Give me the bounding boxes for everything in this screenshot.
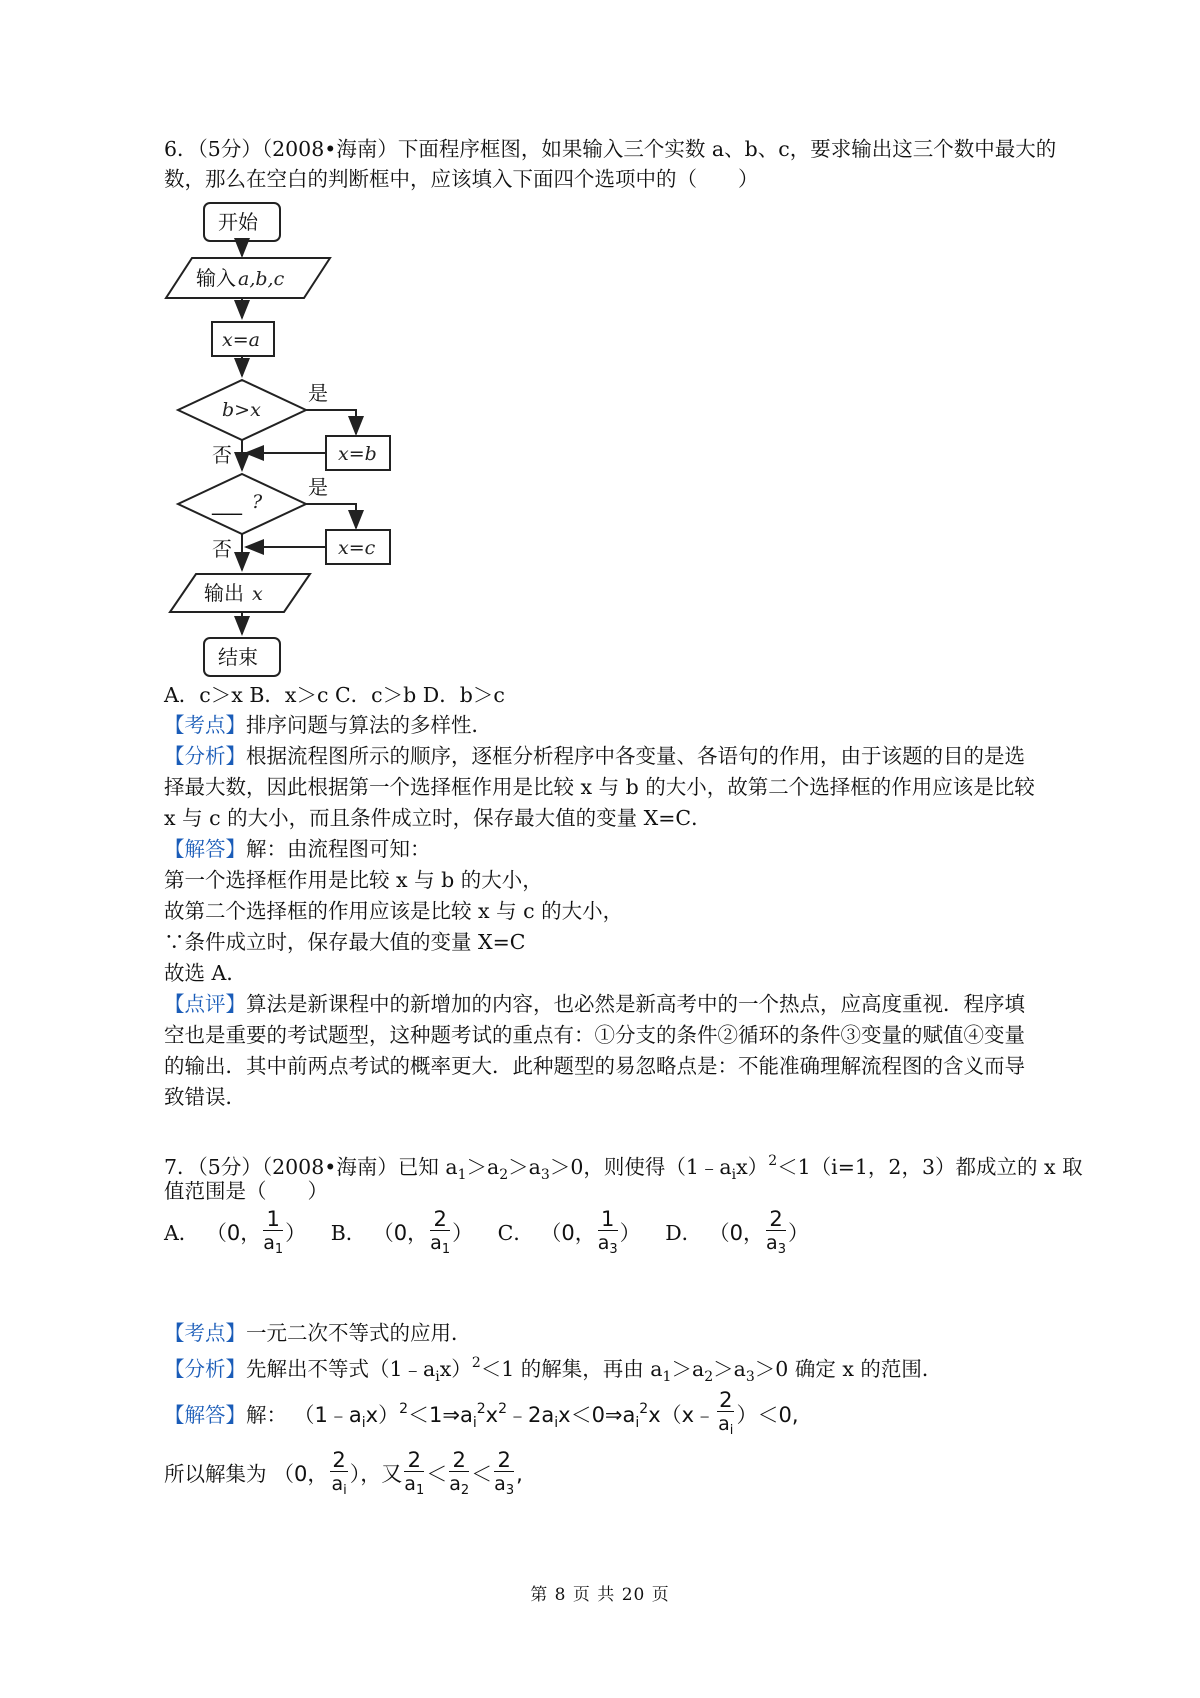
- q6-stem-line2: 数，那么在空白的判断框中，应该填入下面四个选项中的（ ）: [164, 167, 759, 191]
- q6-jieda-2: 故第二个选择框的作用应该是比较 x 与 c 的大小，: [164, 899, 624, 923]
- fenxi-text-1: 根据流程图所示的顺序，逐框分析程序中各变量、各语句的作用，由于该题的目的是选: [246, 744, 1025, 768]
- q6-dianping-4: 致错误．: [164, 1085, 246, 1109]
- q7-option-c: C． （0， $\frac{1}{a_3}$ ）: [498, 1206, 641, 1262]
- flow-output-label: 输出: [204, 581, 244, 605]
- kaodian-text: 排序问题与算法的多样性．: [246, 713, 492, 737]
- flow-input-label: 输入: [196, 266, 236, 290]
- q6-dianping-1: [164, 989, 1025, 1019]
- kaodian-tag: 【考点】: [164, 713, 246, 737]
- jieda-text-0: 解：由流程图可知：: [246, 837, 431, 861]
- q6-options: A．c＞x B．x＞c C．c＞b D．b＞c: [164, 683, 505, 707]
- flow-cond2-q: ?: [252, 491, 263, 513]
- q6-fenxi-2: 择最大数，因此根据第一个选择框作用是比较 x 与 b 的大小，故第二个选择框的作用应该是比较: [164, 775, 1035, 799]
- flow-cond1-label: b>x: [222, 399, 261, 421]
- q6-stem-line1: 6．（5分）（2008•海南）下面程序框图，如果输入三个实数 a、b、c，要求输出这三个数中最大的: [164, 137, 1057, 161]
- q7-options: [164, 1206, 827, 1262]
- q7-kaodian: 【考点】一元二次不等式的应用．: [164, 1321, 472, 1345]
- frac-2-a3: $\frac{2}{a_3}$: [766, 1206, 786, 1257]
- q6-fenxi-3: x 与 c 的大小，而且条件成立时，保存最大值的变量 X=C．: [164, 806, 712, 830]
- flow-yes1-label: 是: [308, 381, 328, 405]
- q7-fenxi: 【分析】先解出不等式$(1﹣a_ix)^2<1$ 的解集，再由 $a_1>a_2>a_3>0$ 确定 x 的范围．: [164, 1355, 943, 1385]
- q6-jieda-0: [164, 834, 431, 864]
- flow-cond2-blank: ___: [212, 491, 242, 515]
- flow-no1-label: 否: [212, 443, 232, 467]
- q6-jieda-3: ∵条件成立时，保存最大值的变量 X=C: [164, 930, 526, 954]
- flow-end-label: 结束: [218, 645, 258, 669]
- q7-option-b: B． （0， $\frac{2}{a_1}$ ）: [331, 1206, 473, 1262]
- q7-stem-line2: 值范围是（ ）: [164, 1179, 328, 1203]
- flow-output-var: x: [252, 583, 263, 605]
- q6-jieda-1: 第一个选择框作用是比较 x 与 b 的大小，: [164, 868, 543, 892]
- jieda-tag: 【解答】: [164, 837, 246, 861]
- flow-input-vars: a,b,c: [238, 268, 285, 290]
- q6-kaodian: [164, 710, 492, 740]
- q7-stem-line1: 7．（5分）（2008•海南）已知 $a_1>a_2>a_3>0$，则使得$(1﹣a_ix)^2<1(i=1$，2，3）都成立的 x 取: [164, 1153, 1083, 1183]
- fenxi-tag: 【分析】: [164, 744, 246, 768]
- q7-option-a: A． （0， $\frac{1}{a_1}$ ）: [164, 1206, 306, 1262]
- dianping-text-1: 算法是新课程中的新增加的内容，也必然是新高考中的一个热点，应高度重视．程序填: [246, 992, 1025, 1016]
- flow-start-label: 开始: [218, 210, 258, 234]
- q7-option-d: D． （0， $\frac{2}{a_3}$ ）: [665, 1206, 809, 1262]
- q6-dianping-3: 的输出．其中前两点考试的概率更大．此种题型的易忽略点是：不能准确理解流程图的含义而导: [164, 1054, 1025, 1078]
- flow-assign3-label: x=c: [338, 537, 376, 559]
- frac-2-a1: $\frac{2}{a_1}$: [430, 1206, 451, 1257]
- dianping-tag: 【点评】: [164, 992, 246, 1016]
- q6-dianping-2: 空也是重要的考试题型，这种题考试的重点有：①分支的条件②循环的条件③变量的赋值④变量: [164, 1023, 1025, 1047]
- frac-1-a3: $\frac{1}{a_3}$: [597, 1206, 618, 1257]
- page-footer: 第 8 页 共 20 页: [530, 1585, 670, 1605]
- q7-jieda-line2: 所以解集为 （0， $\frac{2}{a_i}$ ），又 $\frac{2}{a_1}$ ＜ $\frac{2}{a_2}$ ＜ $\frac{2}{a_3}$ ,: [164, 1447, 523, 1498]
- q7-jieda-expression: $(1﹣a_ix)^2<1\Rightarrow a_i^2x^2﹣2a_ix<0\Rightarrow a_i^2x(x﹣$ $\frac{2}{a_i}$ ）＜0,: [293, 1388, 799, 1438]
- flow-no2-label: 否: [212, 537, 232, 561]
- flow-cond2-diamond: [178, 474, 306, 534]
- frac-1-a1: $\frac{1}{a_1}$: [263, 1206, 284, 1257]
- q6-jieda-4: 故选 A．: [164, 961, 247, 985]
- flow-assign1-label: x=a: [222, 329, 260, 351]
- q7-jieda-line1: 【解答】解： $(1﹣a_ix)^2<1\Rightarrow a_i^2x^2﹣2a_ix<0\Rightarrow a_i^2x(x﹣$ $\frac{2}{a_i}$ ）＜0,: [164, 1388, 799, 1438]
- flow-assign2-label: x=b: [338, 443, 377, 465]
- flow-yes2-label: 是: [308, 475, 328, 499]
- q6-fenxi-1: [164, 741, 1025, 771]
